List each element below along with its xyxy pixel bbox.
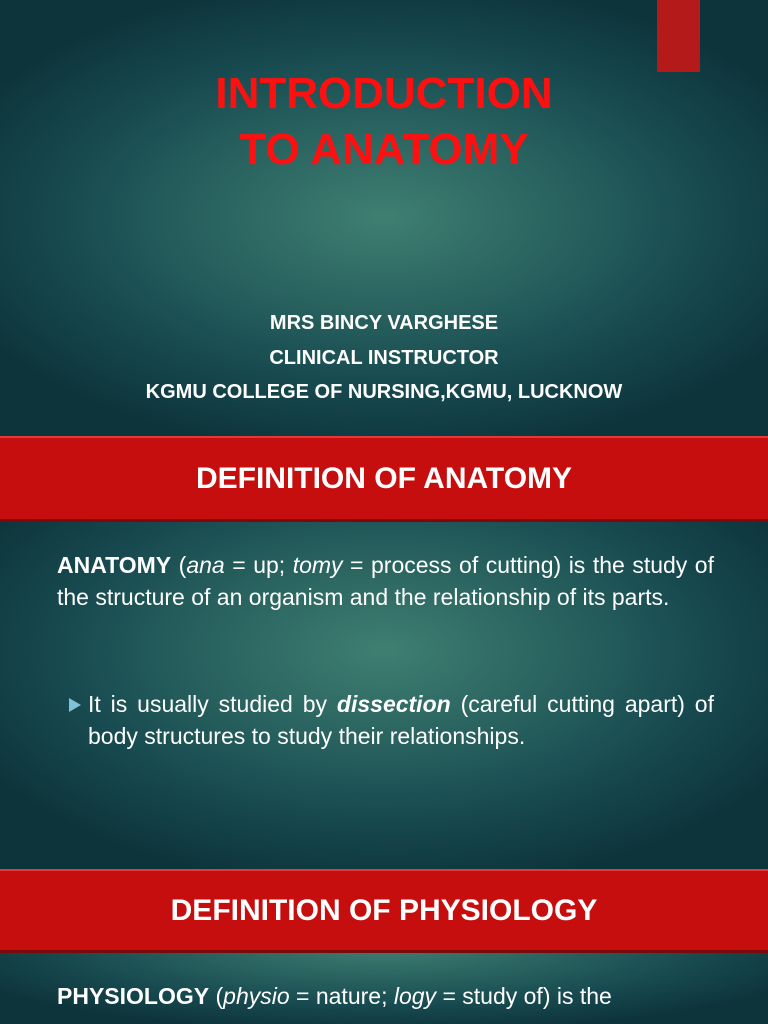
slide-title	[0, 0, 768, 434]
slide-heading-band	[0, 436, 768, 522]
slide-definition-physiology	[0, 867, 768, 1024]
slide-heading: DEFINITION OF ANATOMY	[195, 461, 573, 495]
title-line-2: TO ANATOMY	[239, 125, 529, 174]
root-physio: physio	[223, 983, 290, 1009]
root-ana: ana	[186, 552, 225, 578]
bullet-item	[68, 689, 714, 752]
bullet-text-after: (careful cutting apart) of body structures to study their relationships.	[88, 691, 714, 749]
author-affiliation: KGMU COLLEGE OF NURSING,KGMU, LUCKNOW	[145, 381, 623, 403]
root-logy: logy	[393, 983, 437, 1009]
term-dissection: dissection	[336, 691, 451, 717]
root-tomy: tomy	[292, 552, 343, 578]
corner-accent-tab	[657, 0, 700, 72]
root-physio-meaning: = nature;	[289, 983, 394, 1009]
slide-heading-band	[0, 869, 768, 953]
slide-definition-anatomy	[0, 434, 768, 867]
paren-text: (	[209, 983, 224, 1009]
triangle-right-icon	[68, 689, 88, 721]
slide-heading: DEFINITION OF PHYSIOLOGY	[170, 893, 598, 927]
paren-text: (	[171, 552, 187, 578]
author-name: MRS BINCY VARGHESE	[269, 312, 499, 334]
author-role: CLINICAL INSTRUCTOR	[269, 346, 499, 369]
author-block	[0, 306, 768, 410]
term-physiology: PHYSIOLOGY	[57, 983, 210, 1009]
slide-title-heading	[0, 66, 768, 178]
root-tomy-meaning: = process of cutting) is the study of the structure of an organism and the relationship of its parts.	[57, 552, 714, 610]
root-ana-meaning: = up;	[224, 552, 293, 578]
title-line-1: INTRODUCTION	[215, 69, 553, 118]
bullet-text	[88, 689, 714, 752]
anatomy-definition	[57, 550, 714, 613]
bullet-text-before: It is usually studied by	[88, 691, 337, 717]
term-anatomy: ANATOMY	[57, 552, 172, 578]
physiology-definition	[57, 981, 714, 1013]
root-logy-meaning: = study of) is the	[436, 983, 612, 1009]
